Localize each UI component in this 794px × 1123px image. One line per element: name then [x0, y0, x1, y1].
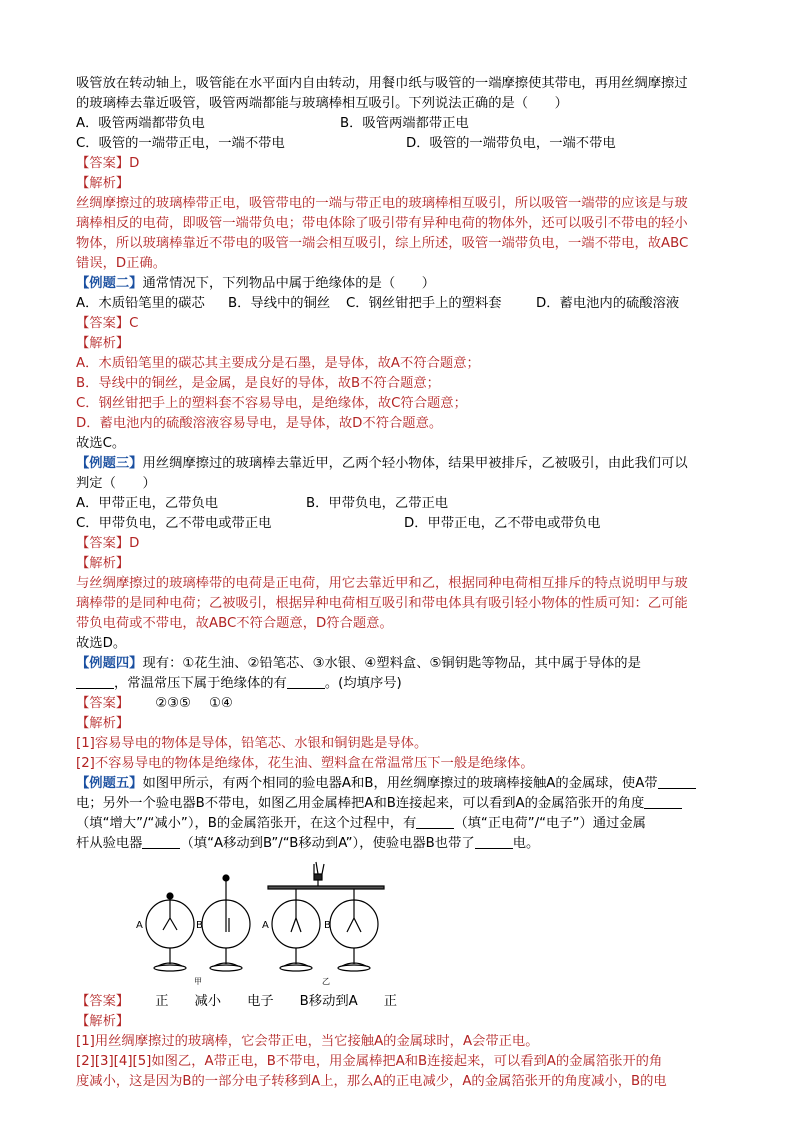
q3-analysis-line-2: 璃棒带的是同种电荷；乙被吸引，根据异种电荷相互吸引和带电体具有吸引轻小物体的性质可知：乙可能	[76, 596, 688, 611]
q5-stem-line-3	[76, 814, 722, 834]
q2-analysis-label: 【解析】	[76, 336, 130, 351]
q5-blank-1[interactable]	[658, 774, 696, 789]
q5-stem-text-4c: 电。	[512, 836, 540, 851]
q4-analysis-line-1: [1]容易导电的物体是导体，铅笔芯、水银和铜钥匙是导体。	[76, 736, 428, 751]
q5-analysis-line-2: [2][3][4][5]如图乙，A带正电，B不带电，用金属棒把A和B连接起来，可以看到A的金属箔张开的角	[76, 1054, 663, 1069]
q4-answer-label: 【答案】	[76, 696, 130, 711]
q2-option-c: C．钢丝钳把手上的塑料套	[346, 296, 502, 311]
q3-option-a: A．甲带正电，乙带负电	[76, 496, 219, 511]
q5-analysis-line-3: 度减小，这是因为B的一部分电子转移到A上，那么A的正电减少，A的金属箔张开的角度减小，B的电	[76, 1074, 667, 1089]
label-b-right: B	[324, 920, 331, 931]
label-b-left: B	[196, 920, 203, 931]
label-a-left: A	[136, 920, 143, 931]
caption-left: 甲	[194, 977, 202, 986]
q3-option-b: B．甲带负电，乙带正电	[306, 496, 449, 511]
q5-stem-line-4	[76, 834, 722, 854]
q1-options-row-2	[76, 134, 722, 154]
q5-blank-3[interactable]	[416, 814, 454, 829]
electroscope-figure	[76, 860, 722, 988]
electroscope-svg	[128, 860, 448, 988]
q5-stem-line-1	[76, 774, 722, 794]
q2-stem-text: 通常情况下，下列物品中属于绝缘体的是（ ）	[142, 276, 436, 291]
q2-analysis-line-2: B．导线中的铜丝，是金属，是良好的导体，故B不符合题意；	[76, 376, 440, 391]
q5-stem-text-1: 如图甲所示，有两个相同的验电器A和B，用丝绸摩擦过的玻璃棒接触A的金属球，使A带	[142, 776, 658, 791]
q3-option-d: D．甲带正电，乙不带电或带负电	[404, 516, 601, 531]
q4-answer-2: ①④	[208, 696, 233, 711]
q1-options-row-1	[76, 114, 722, 134]
q4-answer-1: ②③⑤	[155, 696, 191, 711]
q4-stem-text-3: 。(均填序号)	[324, 676, 402, 691]
q1-analysis-line-1: 丝绸摩擦过的玻璃棒带正电，吸管带电的一端与带正电的玻璃棒相互吸引，所以吸管一端带的应该是与玻	[76, 196, 688, 211]
q4-tag: 【例题四】	[76, 656, 143, 671]
q3-analysis-label: 【解析】	[76, 556, 130, 571]
label-a-right: A	[262, 920, 269, 931]
q3-conclusion: 故选D。	[76, 636, 127, 651]
q1-analysis-label: 【解析】	[76, 176, 130, 191]
q4-stem-line-1	[76, 654, 722, 674]
q3-options-row-2	[76, 514, 722, 534]
q5-stem-text-4b: （填“A移动到B”/“B移动到A”），使验电器B也带了	[180, 836, 475, 851]
q5-blank-2[interactable]	[644, 794, 682, 809]
q5-blank-4[interactable]	[142, 834, 180, 849]
q5-stem-text-3b: （填“正电荷”/“电子”）通过金属	[454, 816, 646, 831]
worksheet-page	[76, 74, 722, 1092]
q5-answer-2: 减小	[194, 994, 222, 1009]
q1-analysis-line-2: 璃棒相反的电荷，即吸管一端带负电；带电体除了吸引带有异种电荷的物体外，还可以吸引不带电的轻小	[76, 216, 688, 231]
q2-stem	[76, 274, 722, 294]
q3-tag: 【例题三】	[76, 456, 143, 471]
q5-stem-text-2: 电；另外一个验电器B不带电，如图乙用金属棒把A和B连接起来，可以看到A的金属箔张开的角度	[76, 796, 645, 811]
q4-stem-text-1: 现有：①花生油、②铅笔芯、③水银、④塑料盒、⑤铜钥匙等物品，其中属于导体的是	[142, 656, 641, 671]
q4-stem-line-2	[76, 674, 722, 694]
q5-answer-1: 正	[155, 994, 169, 1009]
q2-option-b: B．导线中的铜丝	[228, 296, 331, 311]
q4-analysis-label: 【解析】	[76, 716, 130, 731]
q2-option-a: A．木质铅笔里的碳芯	[76, 296, 205, 311]
q4-answer	[76, 694, 722, 714]
q1-analysis-line-3: 物体，所以玻璃棒靠近不带电的吸管一端会相互吸引，综上所述，吸管一端带负电，一端不带电，故ABC	[76, 236, 689, 251]
q1-answer: 【答案】D	[76, 156, 140, 171]
q5-answer-label: 【答案】	[76, 994, 130, 1009]
q2-analysis-line-3: C．钢丝钳把手上的塑料套不容易导电，是绝缘体，故C符合题意；	[76, 396, 467, 411]
q3-stem-text-1: 用丝绸摩擦过的玻璃棒去靠近甲，乙两个轻小物体，结果甲被排斥，乙被吸引，由此我们可以	[142, 456, 688, 471]
q5-analysis-label: 【解析】	[76, 1014, 130, 1029]
q1-stem-line-2: 的玻璃棒去靠近吸管，吸管两端都能与玻璃棒相互吸引。下列说法正确的是（ ）	[76, 96, 568, 111]
q4-analysis-line-2: [2]不容易导电的物体是绝缘体，花生油、塑料盒在常温常压下一般是绝缘体。	[76, 756, 534, 771]
q5-answer	[76, 992, 722, 1012]
q4-blank-1[interactable]	[76, 674, 114, 689]
q4-stem-text-2: ，常温常压下属于绝缘体的有	[114, 676, 287, 691]
q5-answer-3: 电子	[247, 994, 274, 1009]
q3-answer: 【答案】D	[76, 536, 140, 551]
q3-stem-line-1	[76, 454, 722, 474]
q1-stem-line-1: 吸管放在转动轴上，吸管能在水平面内自由转动，用餐巾纸与吸管的一端摩擦使其带电，再用丝绸摩擦过	[76, 76, 688, 91]
q5-answer-5: 正	[383, 994, 398, 1009]
q5-blank-5[interactable]	[475, 834, 513, 849]
q2-analysis-line-4: D．蓄电池内的硫酸溶液容易导电，是导体，故D不符合题意。	[76, 416, 443, 431]
q2-option-d: D．蓄电池内的硫酸溶液	[536, 296, 680, 311]
q3-stem-line-2: 判定（ ）	[76, 476, 156, 491]
q5-stem-text-4a: 杆从验电器	[76, 836, 143, 851]
q5-stem-text-3a: （填“增大”/“减小”），B的金属箔张开，在这个过程中，有	[76, 816, 417, 831]
q2-answer: 【答案】C	[76, 316, 139, 331]
q2-conclusion: 故选C。	[76, 436, 126, 451]
q4-blank-2[interactable]	[287, 674, 325, 689]
q1-analysis-line-4: 错误，D正确。	[76, 256, 167, 271]
q5-stem-line-2	[76, 794, 722, 814]
q2-tag: 【例题二】	[76, 276, 143, 291]
q3-options-row-1	[76, 494, 722, 514]
q1-option-a: A．吸管两端都带负电	[76, 116, 205, 131]
q2-analysis-line-1: A．木质铅笔里的碳芯其主要成分是石墨，是导体，故A不符合题意；	[76, 356, 480, 371]
q1-option-b: B．吸管两端都带正电	[340, 116, 469, 131]
q5-tag: 【例题五】	[76, 776, 143, 791]
q1-option-d: D．吸管的一端带负电，一端不带电	[406, 136, 616, 151]
caption-right: 乙	[322, 977, 330, 986]
q3-option-c: C．甲带负电，乙不带电或带正电	[76, 516, 272, 531]
q3-analysis-line-3: 带负电荷或不带电，故ABC不符合题意，D符合题意。	[76, 616, 393, 631]
q5-analysis-line-1: [1]用丝绸摩擦过的玻璃棒，它会带正电，当它接触A的金属球时，A会带正电。	[76, 1034, 539, 1049]
q3-analysis-line-1: 与丝绸摩擦过的玻璃棒带的电荷是正电荷，用它去靠近甲和乙，根据同种电荷相互排斥的特点说明甲与玻	[76, 576, 688, 591]
q2-options-row	[76, 294, 722, 314]
q5-answer-4: B移动到A	[299, 994, 358, 1009]
q1-option-c: C．吸管的一端带正电，一端不带电	[76, 136, 285, 151]
